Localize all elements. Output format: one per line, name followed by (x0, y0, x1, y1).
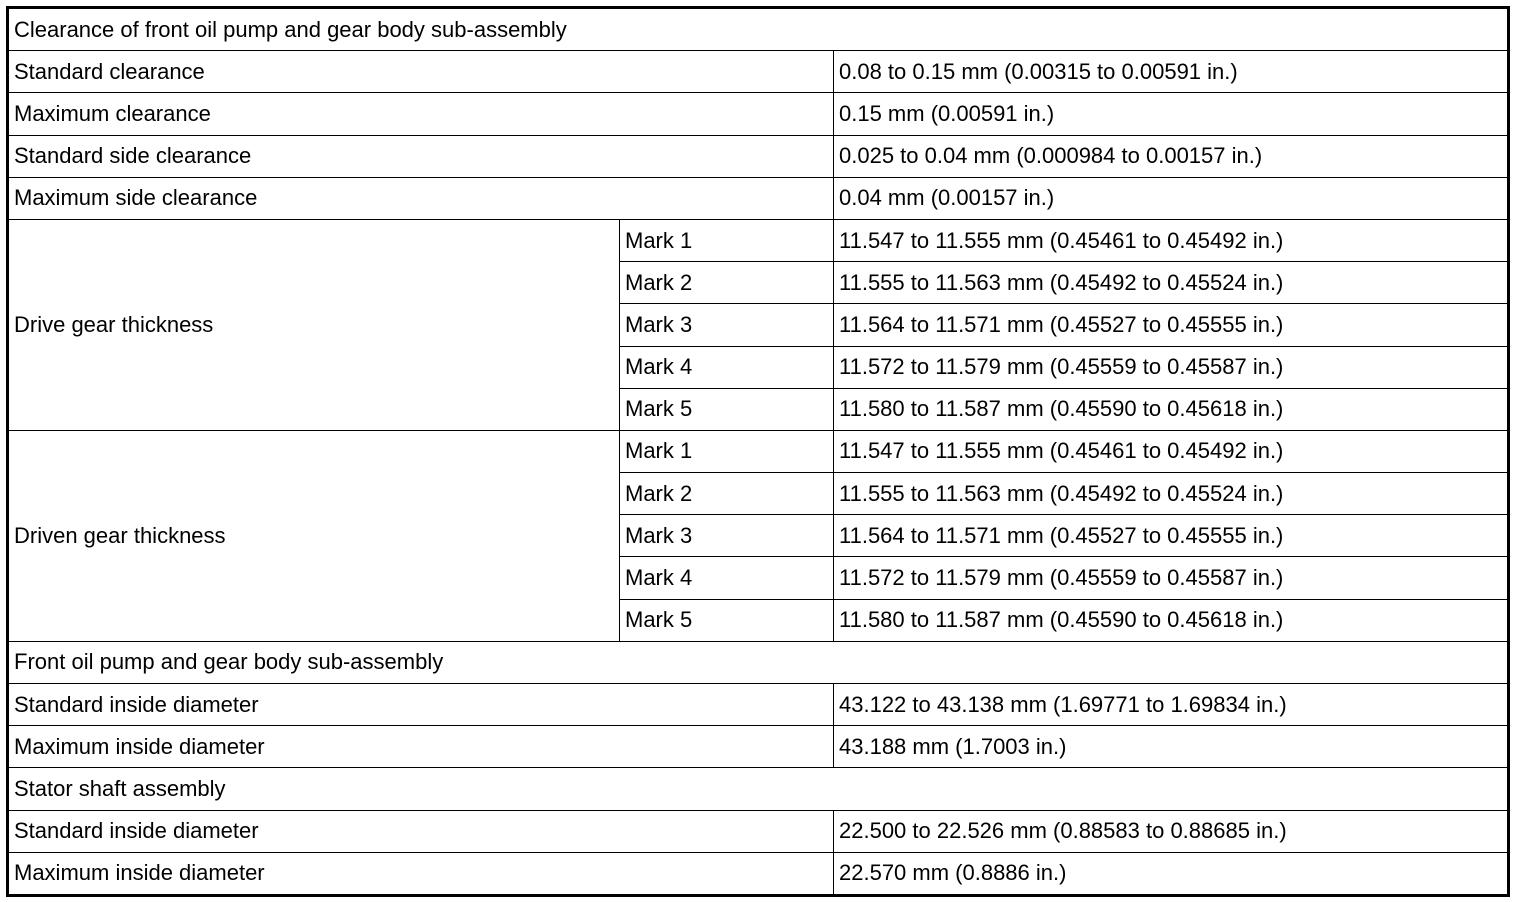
mark-label: Mark 4 (620, 557, 834, 599)
mark-label: Mark 1 (620, 219, 834, 261)
row-value: 0.025 to 0.04 mm (0.000984 to 0.00157 in.) (834, 135, 1509, 177)
row-label: Standard inside diameter (8, 684, 834, 726)
mark-label: Mark 1 (620, 430, 834, 472)
row-label: Maximum clearance (8, 93, 834, 135)
table-row (8, 177, 1509, 219)
mark-value: 11.555 to 11.563 mm (0.45492 to 0.45524 in.) (834, 262, 1509, 304)
mark-value: 11.547 to 11.555 mm (0.45461 to 0.45492 in.) (834, 430, 1509, 472)
mark-label: Mark 2 (620, 262, 834, 304)
row-label: Standard side clearance (8, 135, 834, 177)
specification-table (6, 6, 1510, 897)
mark-label: Mark 5 (620, 388, 834, 430)
table-row (8, 430, 1509, 472)
mark-value: 11.580 to 11.587 mm (0.45590 to 0.45618 in.) (834, 388, 1509, 430)
mark-label: Mark 2 (620, 473, 834, 515)
section-header-stator-shaft: Stator shaft assembly (8, 768, 1509, 810)
table-row (8, 684, 1509, 726)
row-value: 0.08 to 0.15 mm (0.00315 to 0.00591 in.) (834, 51, 1509, 93)
table-row (8, 810, 1509, 852)
mark-label: Mark 3 (620, 304, 834, 346)
table-row (8, 219, 1509, 261)
mark-value: 11.580 to 11.587 mm (0.45590 to 0.45618 in.) (834, 599, 1509, 641)
row-value: 22.570 mm (0.8886 in.) (834, 852, 1509, 895)
row-label: Standard clearance (8, 51, 834, 93)
mark-value: 11.572 to 11.579 mm (0.45559 to 0.45587 in.) (834, 346, 1509, 388)
mark-label: Mark 3 (620, 515, 834, 557)
row-value: 22.500 to 22.526 mm (0.88583 to 0.88685 in.) (834, 810, 1509, 852)
mark-value: 11.555 to 11.563 mm (0.45492 to 0.45524 in.) (834, 473, 1509, 515)
section-header-clearance: Clearance of front oil pump and gear body sub-assembly (8, 8, 1509, 51)
group-label-driven-gear: Driven gear thickness (8, 430, 620, 641)
table-row (8, 51, 1509, 93)
mark-label: Mark 4 (620, 346, 834, 388)
group-label-drive-gear: Drive gear thickness (8, 219, 620, 430)
row-value: 0.15 mm (0.00591 in.) (834, 93, 1509, 135)
row-value: 0.04 mm (0.00157 in.) (834, 177, 1509, 219)
section-header-row (8, 8, 1509, 51)
row-label: Standard inside diameter (8, 810, 834, 852)
row-value: 43.188 mm (1.7003 in.) (834, 726, 1509, 768)
table-row (8, 135, 1509, 177)
section-header-row (8, 641, 1509, 683)
mark-value: 11.572 to 11.579 mm (0.45559 to 0.45587 in.) (834, 557, 1509, 599)
mark-value: 11.564 to 11.571 mm (0.45527 to 0.45555 in.) (834, 304, 1509, 346)
section-header-row (8, 768, 1509, 810)
table-row (8, 852, 1509, 895)
row-label: Maximum side clearance (8, 177, 834, 219)
row-label: Maximum inside diameter (8, 852, 834, 895)
table-row (8, 93, 1509, 135)
section-header-gear-body: Front oil pump and gear body sub-assembly (8, 641, 1509, 683)
mark-label: Mark 5 (620, 599, 834, 641)
row-label: Maximum inside diameter (8, 726, 834, 768)
mark-value: 11.547 to 11.555 mm (0.45461 to 0.45492 in.) (834, 219, 1509, 261)
row-value: 43.122 to 43.138 mm (1.69771 to 1.69834 in.) (834, 684, 1509, 726)
mark-value: 11.564 to 11.571 mm (0.45527 to 0.45555 in.) (834, 515, 1509, 557)
table-row (8, 726, 1509, 768)
